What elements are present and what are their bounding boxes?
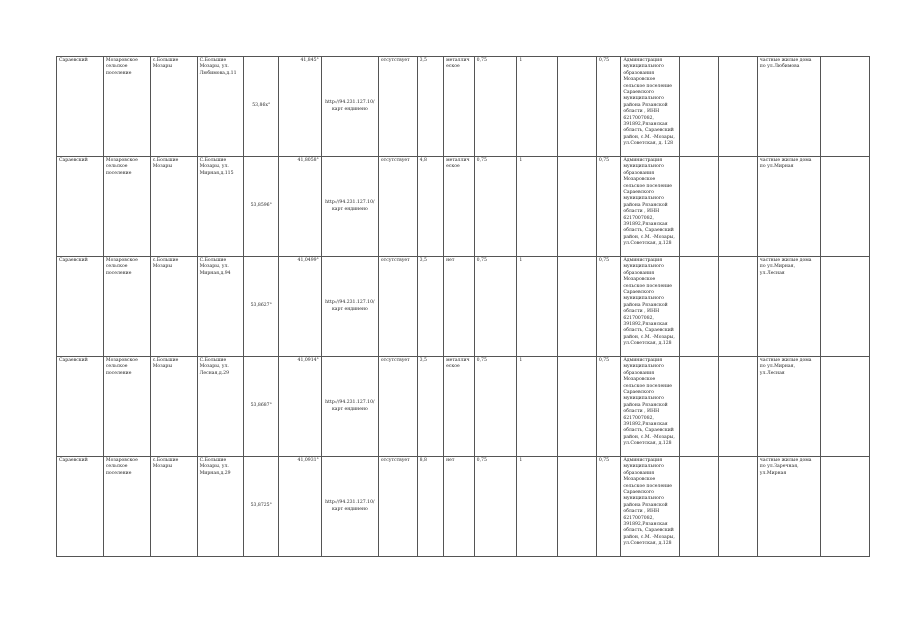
district-cell: Сараевский — [57, 357, 104, 457]
material-cell: металлическое — [444, 357, 475, 457]
address-cell: С.Большие Мозары, ул. Мирная,д.115 — [197, 157, 244, 257]
district-cell: Сараевский — [57, 57, 104, 157]
address-cell: С.Большие Мозары, ул. Лесная,д.29 — [197, 357, 244, 457]
settlement-cell: Мозаровское сельское поселение — [103, 357, 150, 457]
empty-cell — [680, 357, 719, 457]
longitude-cell: 41,0914° — [279, 357, 322, 457]
empty-cell — [719, 257, 758, 357]
source-cell: частные жилые дома по ул.Заречная, ул.Мирная — [757, 457, 820, 557]
material-cell: нет — [444, 457, 475, 557]
volume2-cell: 0,75 — [596, 457, 620, 557]
volume-cell: 0,75 — [474, 357, 517, 457]
table-row — [57, 157, 870, 257]
settlement-cell: Мозаровское сельское поселение — [103, 157, 150, 257]
material-cell: металлическое — [444, 57, 475, 157]
volume2-cell: 0,75 — [596, 257, 620, 357]
settlement-cell: Мозаровское сельское поселение — [103, 457, 150, 557]
longitude-cell: 41,0499° — [279, 257, 322, 357]
address-cell: С.Большие Мозары, ул. Мирная,д.29 — [197, 457, 244, 557]
area-cell: 4,8 — [417, 157, 443, 257]
latitude-cell: 53,8725° — [244, 457, 279, 557]
registry-table — [56, 56, 870, 557]
table-row — [57, 257, 870, 357]
cover-cell: отсутствует — [378, 57, 417, 157]
latitude-cell: 53,8596° — [244, 157, 279, 257]
longitude-cell: 41,0931° — [279, 457, 322, 557]
empty-cell — [719, 157, 758, 257]
empty-cell — [680, 57, 719, 157]
empty-cell — [820, 357, 869, 457]
locality-cell: с.Большие Мозары — [150, 257, 197, 357]
empty-cell — [680, 257, 719, 357]
area-cell: 3,5 — [417, 357, 443, 457]
address-cell: С.Большие Мозары, ул. Любимова,д.11 — [197, 57, 244, 157]
registry-table-body — [57, 57, 870, 557]
locality-cell: с.Большие Мозары — [150, 57, 197, 157]
empty-cell — [719, 357, 758, 457]
empty-cell — [558, 57, 597, 157]
source-cell: частные жилые дома по ул.Мирная, ул.Лесная — [757, 357, 820, 457]
locality-cell: с.Большие Мозары — [150, 357, 197, 457]
map-link-cell[interactable]: http://94.231.127.10/карт ендинено — [321, 457, 378, 557]
settlement-cell: Мозаровское сельское поселение — [103, 257, 150, 357]
volume-cell: 0,75 — [474, 257, 517, 357]
empty-cell — [820, 157, 869, 257]
latitude-cell: 53,8627° — [244, 257, 279, 357]
locality-cell: с.Большие Мозары — [150, 457, 197, 557]
table-row — [57, 57, 870, 157]
owner-cell: Администрация муниципального образования Мозаровское сельское поселение Сараевского муниципального района Рязанской области , ИНН 6217007082, 391892,Рязанская область, Сараевский район, с.М. -Мозары, ул.Советская, д.128 — [621, 157, 680, 257]
count-cell: 1 — [517, 357, 558, 457]
map-link-cell[interactable]: http://94.231.127.10/карт ендинено — [321, 257, 378, 357]
empty-cell — [820, 457, 869, 557]
longitude-cell: 41,8058° — [279, 157, 322, 257]
owner-cell: Администрация муниципального образования Мозаровское сельское поселение Сараевского муниципального района Рязанской области , ИНН 6217007082, 391892,Рязанская область, Сараевский район, с.М. -Мозары, ул.Советская, д.128 — [621, 357, 680, 457]
map-link-cell[interactable]: http://94.231.127.10/карт ендинено — [321, 357, 378, 457]
owner-cell: Администрация муниципального образования Мозаровское сельское поселение Сараевского муниципального района Рязанской области , ИНН 6217007082, 391892,Рязанская область, Сараевский район, с.М. -Мозары, ул.Советская, д.128 — [621, 257, 680, 357]
table-row — [57, 357, 870, 457]
count-cell: 1 — [517, 157, 558, 257]
count-cell: 1 — [517, 457, 558, 557]
district-cell: Сараевский — [57, 157, 104, 257]
empty-cell — [558, 257, 597, 357]
source-cell: частные жилые дома по ул.Любимова — [757, 57, 820, 157]
district-cell: Сараевский — [57, 457, 104, 557]
area-cell: 3,5 — [417, 257, 443, 357]
count-cell: 1 — [517, 257, 558, 357]
empty-cell — [820, 257, 869, 357]
cover-cell: отсутствует — [378, 257, 417, 357]
empty-cell — [558, 457, 597, 557]
volume2-cell: 0,75 — [596, 357, 620, 457]
address-cell: С.Большие Мозары, ул. Мирная,д.94 — [197, 257, 244, 357]
empty-cell — [820, 57, 869, 157]
count-cell: 1 — [517, 57, 558, 157]
owner-cell: Администрация муниципального образования Мозаровское сельское поселение Сараевского муниципального района Рязанской области , ИНН 6217007082, 391892,Рязанская область, Сараевский район, с.М. -Мозары, ул.Советская, д.128 — [621, 457, 680, 557]
empty-cell — [558, 157, 597, 257]
empty-cell — [680, 157, 719, 257]
latitude-cell: 53,8687° — [244, 357, 279, 457]
volume-cell: 0,75 — [474, 457, 517, 557]
empty-cell — [719, 57, 758, 157]
owner-cell: Администрация муниципального образования Мозаровское сельское поселение Сараевского муниципального района Рязанской области , ИНН 6217007082, 391892,Рязанская область, Сараевский район, с.М. -Мозары, ул.Советская, д. 128 — [621, 57, 680, 157]
area-cell: 3,5 — [417, 57, 443, 157]
volume2-cell: 0,75 — [596, 57, 620, 157]
district-cell: Сараевский — [57, 257, 104, 357]
map-link-cell[interactable]: http://94.231.127.10/карт ендинено — [321, 57, 378, 157]
volume-cell: 0,75 — [474, 157, 517, 257]
empty-cell — [558, 357, 597, 457]
material-cell: металлическое — [444, 157, 475, 257]
area-cell: 8,8 — [417, 457, 443, 557]
settlement-cell: Мозаровское сельское поселение — [103, 57, 150, 157]
cover-cell: отсутствует — [378, 457, 417, 557]
latitude-cell: 53,86х° — [244, 57, 279, 157]
source-cell: частные жилые дома по ул.Мирная, ул.Лесная — [757, 257, 820, 357]
volume2-cell: 0,75 — [596, 157, 620, 257]
table-row — [57, 457, 870, 557]
empty-cell — [680, 457, 719, 557]
locality-cell: с.Большие Мозары — [150, 157, 197, 257]
empty-cell — [719, 457, 758, 557]
cover-cell: отсутствует — [378, 157, 417, 257]
source-cell: частные жилые дома по ул.Мирная — [757, 157, 820, 257]
material-cell: нет — [444, 257, 475, 357]
map-link-cell[interactable]: http://94.231.127.10/карт ендинено — [321, 157, 378, 257]
longitude-cell: 41,845° — [279, 57, 322, 157]
cover-cell: отсутствует — [378, 357, 417, 457]
volume-cell: 0,75 — [474, 57, 517, 157]
